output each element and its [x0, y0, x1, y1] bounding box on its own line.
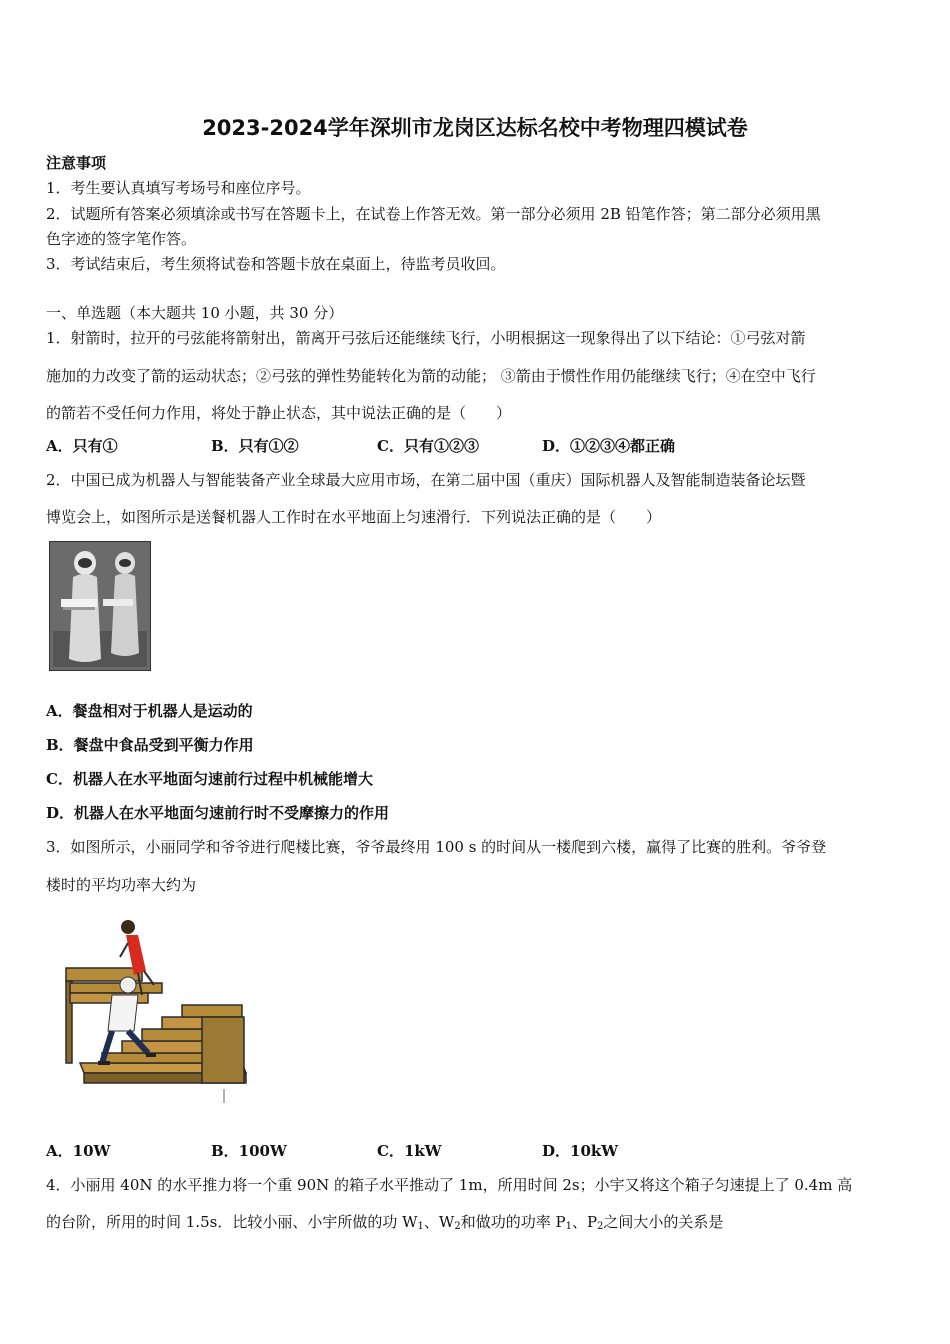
subscript: 2: [454, 1221, 461, 1232]
question-1-option-c: C．只有①②③: [377, 437, 479, 455]
question-2-text: 2．中国已成为机器人与智能装备产业全球最大应用市场，在第二届中国（重庆）国际机器人及智能制造装备论坛暨: [46, 471, 806, 489]
question-2-text: 博览会上，如图所示是送餐机器人工作时在水平地面上匀速滑行．下列说法正确的是（ ）: [46, 508, 662, 526]
question-1-text: 1．射箭时，拉开的弓弦能将箭射出，箭离开弓弦后还能继续飞行，小明根据这一现象得出了以下结论：①弓弦对箭: [46, 329, 806, 347]
stair-climbing-figure: [62, 913, 248, 1105]
q4-text-part: 的台阶，所用的时间 1.5s．比较小丽、小宇所做的功 W: [46, 1213, 418, 1231]
q4-text-part: 、P: [571, 1213, 598, 1231]
notice-item: 1．考生要认真填写考场号和座位序号。: [46, 179, 311, 197]
notice-item: 色字迹的签字笔作答。: [46, 230, 197, 248]
question-1-option-d: D．①②③④都正确: [542, 437, 676, 455]
q4-text-part: 之间大小的关系是: [603, 1213, 724, 1231]
question-2-option-c: C．机器人在水平地面匀速前行过程中机械能增大: [46, 770, 373, 788]
robot-photo: [49, 541, 151, 671]
question-1-text: 的箭若不受任何力作用，将处于静止状态，其中说法正确的是（ ）: [46, 404, 512, 422]
question-2-option-a: A．餐盘相对于机器人是运动的: [46, 702, 253, 720]
question-2-option-b: B．餐盘中食品受到平衡力作用: [46, 736, 254, 754]
subscript: 1: [565, 1221, 572, 1232]
subscript: 2: [597, 1221, 604, 1232]
question-1-text: 施加的力改变了箭的运动状态；②弓弦的弹性势能转化为箭的动能； ③箭由于惯性作用仍能继续飞行；④在空中飞行: [46, 367, 816, 385]
notice-heading: 注意事项: [46, 154, 107, 172]
section-heading: 一、单选题（本大题共 10 小题，共 30 分）: [46, 304, 344, 322]
question-3-text: 楼时的平均功率大约为: [46, 876, 197, 894]
question-3-text: 3．如图所示，小丽同学和爷爷进行爬楼比赛，爷爷最终用 100 s 的时间从一楼爬到六楼，赢得了比赛的胜利。爷爷登: [46, 838, 827, 856]
q4-text-part: 、W: [423, 1213, 455, 1231]
question-3-option-b: B．100W: [211, 1142, 287, 1160]
question-1-option-b: B．只有①②: [211, 437, 299, 455]
question-3-option-d: D．10kW: [542, 1142, 619, 1160]
q4-text-part: 和做功的功率 P: [460, 1213, 566, 1231]
question-2-option-d: D．机器人在水平地面匀速前行时不受摩擦力的作用: [46, 804, 390, 822]
question-4-text: 4．小丽用 40N 的水平推力将一个重 90N 的箱子水平推动了 1m，所用时间 2s；小宇又将这个箱子匀速提上了 0.4m 高: [46, 1176, 853, 1194]
question-3-option-a: A．10W: [46, 1142, 111, 1160]
subscript: 1: [417, 1221, 424, 1232]
question-1-option-a: A．只有①: [46, 437, 118, 455]
question-4-text: [46, 1211, 723, 1232]
notice-item: 3．考试结束后，考生须将试卷和答题卡放在桌面上，待监考员收回。: [46, 255, 506, 273]
notice-item: 2．试题所有答案必须填涂或书写在答题卡上，在试卷上作答无效。第一部分必须用 2B 铅笔作答；第二部分必须用黑: [46, 205, 821, 223]
page-title: 2023-2024学年深圳市龙岗区达标名校中考物理四模试卷: [202, 116, 748, 140]
question-3-option-c: C．1kW: [377, 1142, 442, 1160]
